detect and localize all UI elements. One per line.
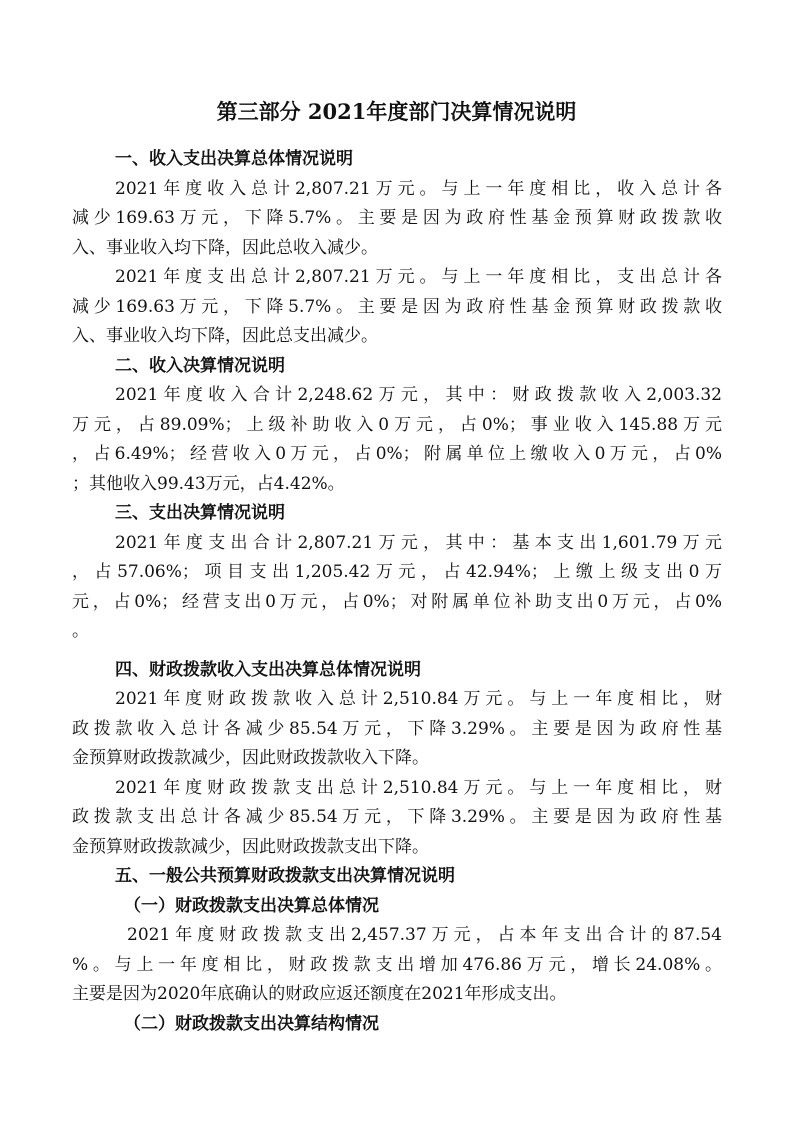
body-text-line: %。与上一年度相比，财政拨款支出增加476.86万元，增长24.08%。 (72, 954, 722, 975)
body-text-line: 元，占0%；经营支出0万元，占0%；对附属单位补助支出0万元，占0% (72, 591, 722, 612)
paragraph-first-line: 2021年度支出合计2,807.21万元，其中：基本支出1,601.79万元 (115, 532, 722, 553)
body-text-line: 减少169.63万元，下降5.7%。主要是因为政府性基金预算财政拨款收 (72, 296, 722, 317)
paragraph-first-line: 2021年度收入合计2,248.62万元，其中：财政拨款收入2,003.32 (115, 385, 722, 405)
body-text-line: 入、事业收入均下降，因此总支出减少。 (72, 326, 378, 346)
document-title: 第三部分 2021年度部门决算情况说明 (216, 99, 577, 124)
body-text-line: 主要是因为2020年底确认的财政应返还额度在2021年形成支出。 (72, 984, 567, 1004)
body-text-line: 政拨款收入总计各减少85.54万元，下降3.29%。主要是因为政府性基 (72, 718, 722, 739)
section-heading: 一、收入支出决算总体情况说明 (115, 149, 353, 169)
body-text-line: 万元，占89.09%；上级补助收入0万元，占0%；事业收入145.88万元 (72, 414, 722, 435)
body-text-line: 政拨款支出总计各减少85.54万元，下降3.29%。主要是因为政府性基 (72, 807, 722, 827)
document-body (72, 145, 722, 1039)
section-heading: 五、一般公共预算财政拨款支出决算情况说明 (115, 866, 455, 886)
section-heading: 三、支出决算情况说明 (115, 503, 285, 523)
body-text-line: ，占57.06%；项目支出1,205.42万元，占42.94%；上缴上级支出0万 (72, 562, 722, 582)
body-text-line: 金预算财政拨款减少，因此财政拨款支出下降。 (72, 836, 429, 857)
spacer (72, 647, 722, 656)
body-text-line: ；其他收入99.43万元，占4.42%。 (72, 473, 345, 494)
body-text-line: 金预算财政拨款减少，因此财政拨款收入下降。 (72, 748, 429, 768)
paragraph-first-line: 2021年度收入总计2,807.21万元。与上一年度相比，收入总计各 (115, 178, 722, 199)
section-heading: 四、财政拨款收入支出决算总体情况说明 (115, 659, 421, 680)
body-text-line: 减少169.63万元，下降5.7%。主要是因为政府性基金预算财政拨款收 (72, 208, 722, 228)
paragraph-first-line: 2021年度财政拨款支出总计2,510.84万元。与上一年度相比，财 (115, 777, 722, 798)
body-text-line: 。 (72, 621, 89, 641)
subsection-heading: （二）财政拨款支出决算结构情况 (124, 1013, 379, 1034)
body-text-line: ，占6.49%；经营收入0万元，占0%；附属单位上缴收入0万元，占0% (72, 444, 722, 464)
body-text-line: 入、事业收入均下降，因此总收入减少。 (72, 237, 378, 258)
paragraph-first-line: 2021年度支出总计2,807.21万元。与上一年度相比，支出总计各 (115, 267, 722, 287)
paragraph-first-line: 2021年度财政拨款支出2,457.37万元，占本年支出合计的87.54 (127, 925, 722, 945)
section-heading: 二、收入决算情况说明 (115, 355, 285, 376)
subsection-heading: （一）财政拨款支出决算总体情况 (124, 895, 379, 916)
paragraph-first-line: 2021年度财政拨款收入总计2,510.84万元。与上一年度相比，财 (115, 689, 722, 709)
